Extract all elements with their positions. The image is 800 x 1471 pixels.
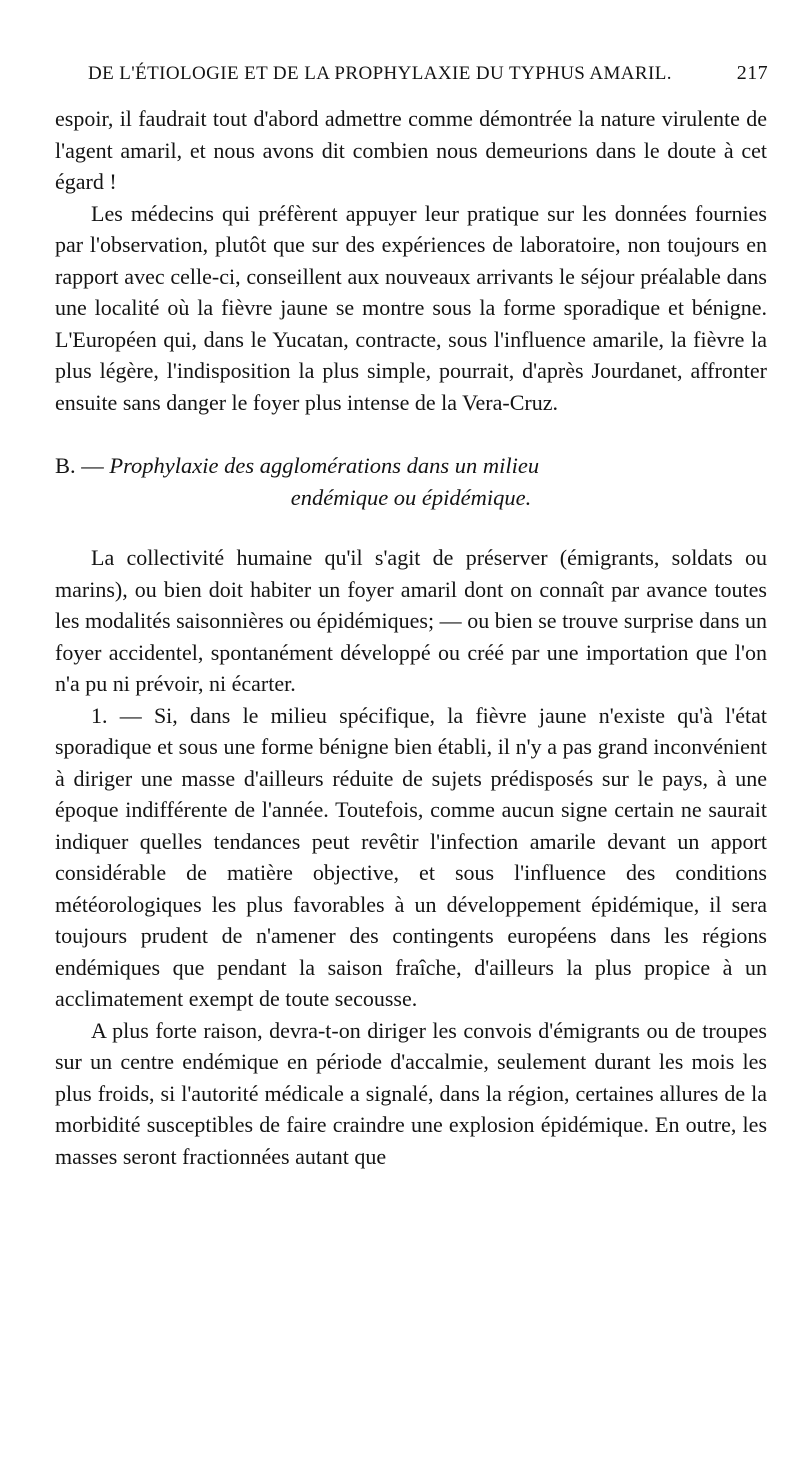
running-title: DE L'ÉTIOLOGIE ET DE LA PROPHYLAXIE DU TYPHUS AMARIL. (88, 63, 672, 84)
paragraph-continuation: espoir, il faudrait tout d'abord admettre comme démontrée la nature virulente de l'agent amaril, et nous avons dit combien nous demeurions dans le doute à cet égard ! (55, 106, 767, 194)
paragraph-a-plus-forte-raison: A plus forte raison, devra-t-on diriger les convois d'émigrants ou de troupes sur un centre endémique en période d'accalmie, seulement durant les mois les plus froids, si l'autorité médicale a signalé, dans la région, certaines allures de la morbidité susceptibles de faire craindre une explosion épidémique. En outre, les masses seront fractionnées autant que (55, 1017, 767, 1169)
section-title-line-1: Prophylaxie des agglomérations dans un milieu (109, 453, 540, 478)
section-letter: B. — (55, 453, 104, 478)
section-title-line-2: endémique ou épidémique. (290, 485, 532, 510)
paragraph-collectivite: La collectivité humaine qu'il s'agit de préserver (émigrants, soldats ou marins), ou bien doit habiter un foyer amaril dont on connaît par avance toutes les modalités saisonnières ou épidémiques; — ou bien se trouve surprise dans un foyer accidentel, spontanément développé ou créé par une importation que l'on n'a pu ni prévoir, ni écarter. (55, 545, 767, 696)
paragraph-numbered-1: 1. — Si, dans le milieu spécifique, la fièvre jaune n'existe qu'à l'état sporadique et sous une forme bénigne bien établi, il n'y a pas grand inconvénient à diriger une masse d'ailleurs réduite de sujets prédisposés sur le pays, à une époque indifférente de l'année. Toutefois, comme aucun signe certain ne saurait indiquer quelles tendances peut revêtir l'infection amarile devant un apport considérable de matière objective, et sous l'influence des conditions météorologiques les plus favorables à un développement épidémique, il sera toujours prudent de n'amener des contingents européens dans les régions endémiques que pendant la saison fraîche, d'ailleurs la plus propice à un acclimatement exempt de toute secousse. (55, 702, 767, 1011)
paragraph-medecins: Les médecins qui préfèrent appuyer leur pratique sur les données fournies par l'observation, plutôt que sur des expériences de laboratoire, non toujours en rapport avec celle-ci, conseillent aux nouveaux arrivants le séjour préalable dans une localité où la fièvre jaune se montre sous la forme sporadique et bénigne. L'Européen qui, dans le Yucatan, contracte, sous l'influence amarile, la fièvre la plus légère, l'indisposition la plus simple, pourrait, d'après Jourdanet, affronter ensuite sans danger le foyer plus intense de la Vera-Cruz. (55, 200, 767, 415)
running-header (88, 62, 768, 92)
body-text (55, 103, 767, 1172)
spacer (55, 514, 767, 542)
section-heading (55, 450, 767, 514)
page-number: 217 (736, 62, 768, 84)
spacer (55, 418, 767, 450)
